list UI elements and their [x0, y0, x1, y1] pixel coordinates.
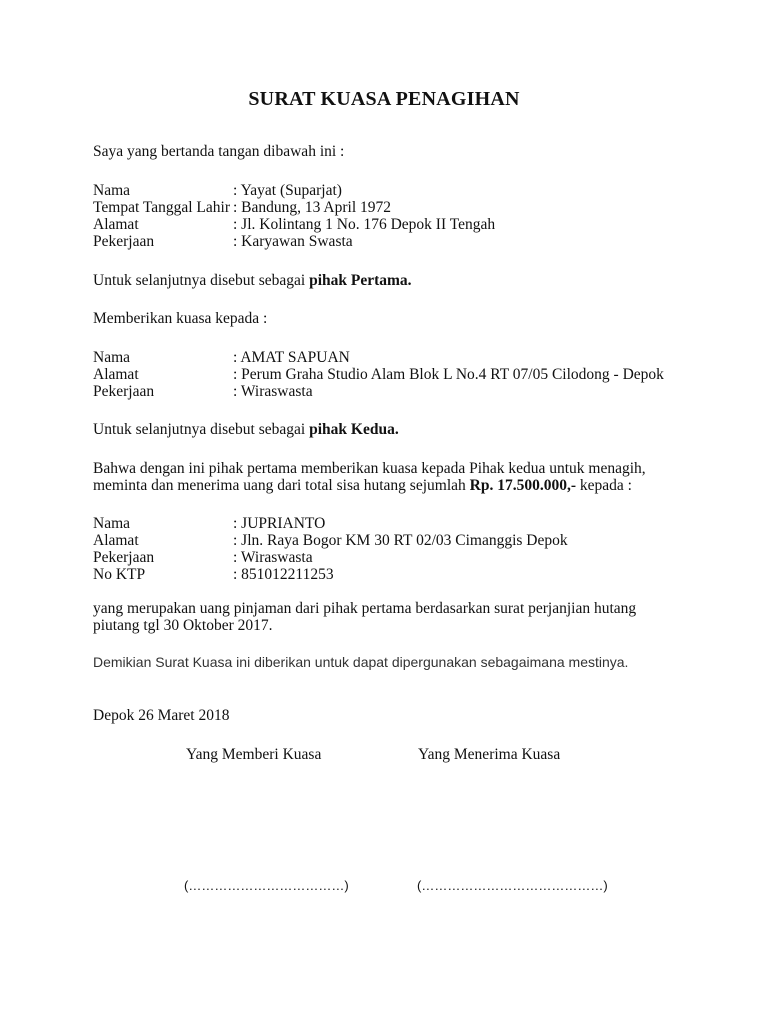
- row-label: Alamat: [93, 366, 139, 383]
- party1-row-job: [93, 233, 353, 250]
- row-label: Pekerjaan: [93, 383, 155, 400]
- row-value: : JUPRIANTO: [233, 515, 326, 532]
- giver-label: Yang Memberi Kuasa: [186, 746, 322, 763]
- row-label: Nama: [93, 182, 131, 199]
- row-label: Pekerjaan: [93, 549, 155, 566]
- debtor-row-name: [93, 515, 325, 532]
- party1-row-birth: [93, 199, 391, 216]
- summary-prefix: Untuk selanjutnya disebut sebagai: [93, 272, 310, 289]
- place-date: Depok 26 Maret 2018: [93, 707, 230, 724]
- row-label: Nama: [93, 349, 131, 366]
- summary-prefix: Untuk selanjutnya disebut sebagai: [93, 421, 310, 438]
- party1-summary: [93, 272, 412, 290]
- row-value: : Wiraswasta: [233, 549, 313, 566]
- basis-line-1: yang merupakan uang pinjaman dari pihak pertama berdasarkan surat perjanjian hutang: [93, 600, 637, 617]
- row-label: Alamat: [93, 532, 139, 549]
- basis-line-2: piutang tgl 30 Oktober 2017.: [93, 617, 273, 634]
- receiver-signature-blank: (……………………………………): [417, 878, 608, 893]
- row-label: No KTP: [93, 566, 146, 583]
- document-title: SURAT KUASA PENAGIHAN: [248, 88, 520, 110]
- debtor-row-ktp: [93, 566, 334, 583]
- party1-row-name: [93, 182, 342, 199]
- row-value: : Perum Graha Studio Alam Blok L No.4 RT 07/05 Cilodong - Depok: [233, 366, 664, 383]
- giver-signature-blank: (………………………………): [184, 878, 349, 893]
- row-value: : Yayat (Suparjat): [233, 182, 342, 199]
- summary-bold: pihak Pertama.: [309, 272, 412, 289]
- grant-intro: Memberikan kuasa kepada :: [93, 310, 268, 327]
- row-label: Pekerjaan: [93, 233, 155, 250]
- intro-text: Saya yang bertanda tangan dibawah ini :: [93, 143, 345, 160]
- row-value: : Jln. Raya Bogor KM 30 RT 02/03 Cimanggis Depok: [233, 532, 568, 549]
- closing-text: Demikian Surat Kuasa ini diberikan untuk dapat dipergunakan sebagaimana mestinya.: [93, 654, 629, 670]
- statement-prefix: meminta dan menerima uang dari total sisa hutang sejumlah: [93, 477, 470, 494]
- debtor-row-job: [93, 549, 313, 566]
- row-value: : 851012211253: [233, 566, 334, 583]
- party2-row-name: [93, 349, 350, 366]
- row-value: : Jl. Kolintang 1 No. 176 Depok II Tengah: [233, 216, 496, 233]
- party2-summary: [93, 421, 399, 439]
- row-label: Nama: [93, 515, 131, 532]
- row-value: : Karyawan Swasta: [233, 233, 353, 250]
- row-value: : Bandung, 13 April 1972: [233, 199, 392, 216]
- receiver-label: Yang Menerima Kuasa: [418, 746, 561, 763]
- summary-bold: pihak Kedua.: [309, 421, 399, 438]
- row-value: : Wiraswasta: [233, 383, 313, 400]
- party1-row-address: [93, 216, 495, 233]
- row-label: Alamat: [93, 216, 139, 233]
- party2-row-job: [93, 383, 313, 400]
- debtor-row-address: [93, 532, 568, 549]
- debt-amount: Rp. 17.500.000,-: [469, 477, 576, 494]
- statement-line-2: [93, 477, 632, 495]
- statement-line-1: Bahwa dengan ini pihak pertama memberikan kuasa kepada Pihak kedua untuk menagih,: [93, 460, 646, 477]
- row-label: Tempat Tanggal Lahir: [93, 199, 230, 216]
- row-value: : AMAT SAPUAN: [233, 349, 350, 366]
- statement-suffix: kepada :: [576, 477, 632, 494]
- party2-row-address: [93, 366, 664, 383]
